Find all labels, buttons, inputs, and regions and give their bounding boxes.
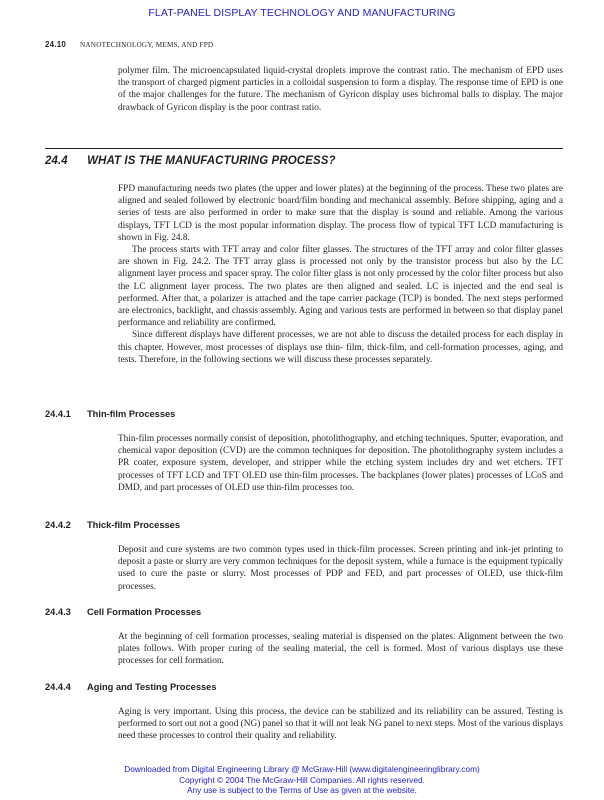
subsection-body-cell-formation — [118, 631, 563, 668]
section-divider — [45, 148, 563, 149]
subsection-number: 24.4.2 — [45, 520, 71, 530]
subsection-paragraph: Aging is very important. Using this process, the device can be stabilized and its reliability can be assured. Testing is performed to sort out not a good (NG) panel so that it will not leak NG panel to next steps. Most of the various displays need these processes to control their quality and reliability. — [118, 707, 563, 742]
subsection-title: Cell Formation Processes — [87, 607, 202, 617]
section-number: 24.4 — [45, 155, 68, 167]
subsection-number: 24.4.3 — [45, 607, 71, 617]
subsection-title: Thick-film Processes — [87, 520, 181, 530]
subsection-title: Aging and Testing Processes — [87, 682, 217, 692]
subsection-body-aging-testing — [118, 706, 563, 743]
subsection-body-thin-film — [118, 433, 563, 494]
subsection-title: Thin-film Processes — [87, 409, 176, 419]
page-number: 24.10 — [45, 40, 67, 49]
section-title: WHAT IS THE MANUFACTURING PROCESS? — [87, 155, 336, 167]
footer-download-link[interactable]: Downloaded from Digital Engineering Library @ McGraw-Hill (www.digitalengineeringlibrary.com) — [124, 764, 480, 774]
footer-terms-link[interactable]: Any use is subject to the Terms of Use as given at the website. — [187, 785, 417, 796]
subsection-heading-cell-formation — [45, 607, 201, 617]
download-footer — [0, 764, 604, 796]
subsection-body-thick-film — [118, 544, 563, 593]
intro-paragraph: polymer film. The microencapsulated liquid-crystal droplets improve the contrast ratio. The mechanism of EPD uses the transport of charged pigment particles in a colloidal suspension to form a display. The response time of EPD is one of the major challenges for the future. The mechanism of Gyricon display uses bichromal balls to display. The major drawback of Gyricon display is the poor contrast ratio. — [118, 66, 563, 113]
subsection-number: 24.4.4 — [45, 682, 71, 692]
book-title-banner: FLAT-PANEL DISPLAY TECHNOLOGY AND MANUFACTURING — [148, 7, 456, 19]
subsection-heading-aging-testing — [45, 682, 217, 692]
subsection-paragraph: Deposit and cure systems are two common types used in thick-film processes. Screen printing and ink-jet printing to deposit a paste or slurry are very common techniques for the deposit system, while a furnace is the equipment typically used to cure the paste or slurry. Most processes of PDP and FED, and part processes of OLED, use thick-film processes. — [118, 545, 563, 592]
subsection-heading-thin-film — [45, 409, 175, 419]
subsection-number: 24.4.1 — [45, 409, 71, 419]
section-paragraph: FPD manufacturing needs two plates (the upper and lower plates) at the beginning of the process. These two plates are aligned and sealed followed by electronic board/film bonding and mechanical assembly. Before shipping, aging and a series of tests are also performed in order to make sure that the display is sound and reliable. Among the various displays, TFT LCD is the most popular information display. The process flow of typical TFT LCD manufacturing is shown in Fig. 24.8. — [118, 184, 563, 243]
footer-copyright: Copyright © 2004 The McGraw-Hill Companies. All rights reserved. — [179, 774, 425, 785]
subsection-heading-thick-film — [45, 520, 180, 530]
subsection-paragraph: At the beginning of cell formation processes, sealing material is dispensed on the plates. Alignment between the two plates follows. With proper curing of the sealing material, the cell is formed. Most of various displays use these processes for cell formation. — [118, 632, 563, 667]
section-paragraph: Since different displays have different processes, we are not able to discuss the detailed process for each display in this chapter. However, most processes of displays use thin- film, thick-film, and cell-formation processes, aging, and tests. Therefore, in the following sections we will discuss these processes separately. — [118, 330, 563, 365]
section-body — [118, 183, 563, 366]
running-head — [45, 40, 213, 49]
intro-text-block — [118, 65, 563, 114]
section-heading — [45, 155, 336, 167]
section-paragraph: The process starts with TFT array and color filter glasses. The structures of the TFT array and color filter glasses are shown in Fig. 24.2. The TFT array glass is processed not only by the transistor process but also by the LC alignment layer process and spacer spray. The color filter glass is not only processed by the color filter process but also the LC alignment layer process. The two plates are then aligned and sealed. LC is injected and the end seal is performed. After that, a polarizer is attached and the tape carrier package (TCP) is bonded. The next steps performed are electronics, backlight, and chassis assembly. Aging and various tests are performed in between so that display panel performance and reliability are confirmed. — [118, 245, 563, 329]
running-head-title: NANOTECHNOLOGY, MEMS, AND FPD — [80, 41, 214, 49]
subsection-paragraph: Thin-film processes normally consist of deposition, photolithography, and etching techniques. Sputter, evaporation, and chemical vapor deposition (CVD) are the common techniques for deposition. The photolithography system includes a PR coater, exposure system, developer, and stripper while the etching system includes dry and wet etchers. TFT processes of TFT LCD and TFT OLED use thin-film processes. The backplanes (lower plates) processes of LCoS and DMD, and part processes of OLED use thin-film processes too. — [118, 434, 563, 493]
